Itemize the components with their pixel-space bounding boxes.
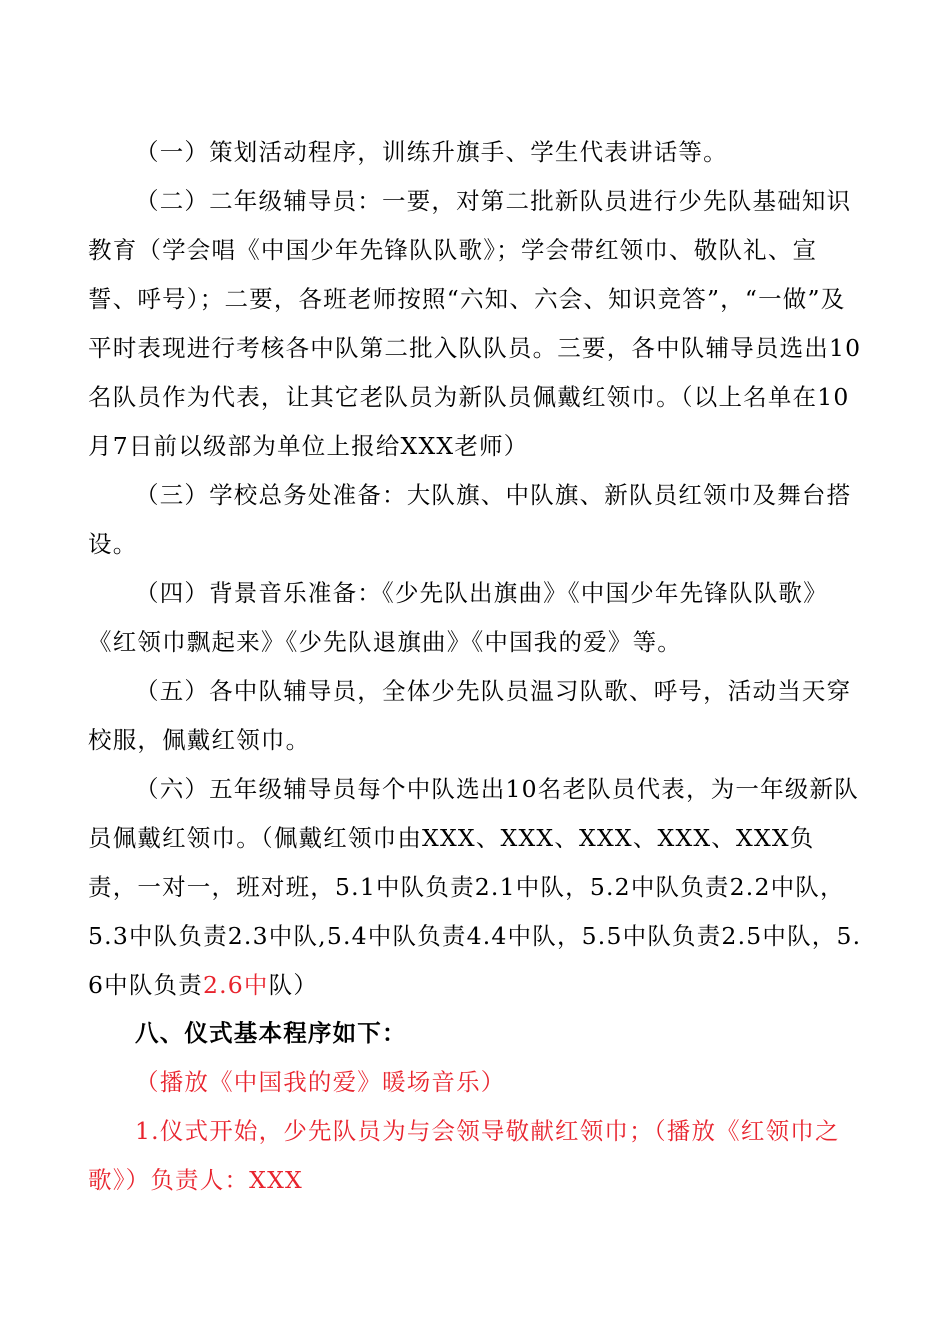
- paragraph-grade-five-end-text: 队）: [268, 971, 319, 999]
- music-note: （播放《中国我的爱》暖场音乐）: [135, 1068, 506, 1096]
- step-one: 1.仪式开始，少先队员为与会领导敬献红领巾；（播放《红领巾之歌》）负责人：XXX: [88, 1117, 840, 1194]
- paragraph-grade-five-main-text: （六）五年级辅导员每个中队选出10名老队员代表，为一年级新队员佩戴红领巾。（佩戴红领巾由XXX、XXX、XXX、XXX、XXX负责，一对一，班对班，5.1中队负责2.1中队，5.2中队负责2.2中队，5.3中队负责2.3中队,5.4中队负责4.4中队，5.5中队负责2.5中队，5.6中队负责: [88, 775, 862, 999]
- paragraph-grade-five-counselor: [88, 765, 863, 1010]
- paragraph-general-affairs: （三）学校总务处准备：大队旗、中队旗、新队员红领巾及舞台搭设。: [88, 481, 852, 558]
- paragraph-planning: （一）策划活动程序，训练升旗手、学生代表讲话等。: [135, 138, 728, 166]
- section-heading: 八、仪式基本程序如下：: [135, 1019, 407, 1047]
- highlighted-squad-text: 2.6中: [202, 971, 269, 999]
- paragraph-review-songs: （五）各中队辅导员，全体少先队员温习队歌、呼号，活动当天穿校服，佩戴红领巾。: [88, 677, 852, 754]
- paragraph-background-music: （四）背景音乐准备：《少先队出旗曲》《中国少年先锋队队歌》《红领巾飘起来》《少先队退旗曲》《中国我的爱》等。: [88, 579, 828, 656]
- paragraph-grade-two-counselor: （二）二年级辅导员：一要，对第二批新队员进行少先队基础知识教育（学会唱《中国少年先锋队队歌》；学会带红领巾、敬队礼、宣誓、呼号）；二要，各班老师按照“六知、六会、知识竞答”，“一做”及平时表现进行考核各中队第二批入队队员。三要，各中队辅导员选出10名队员作为代表，让其它老队员为新队员佩戴红领巾。（以上名单在10月7日前以级部为单位上报给XXX老师）: [88, 187, 862, 460]
